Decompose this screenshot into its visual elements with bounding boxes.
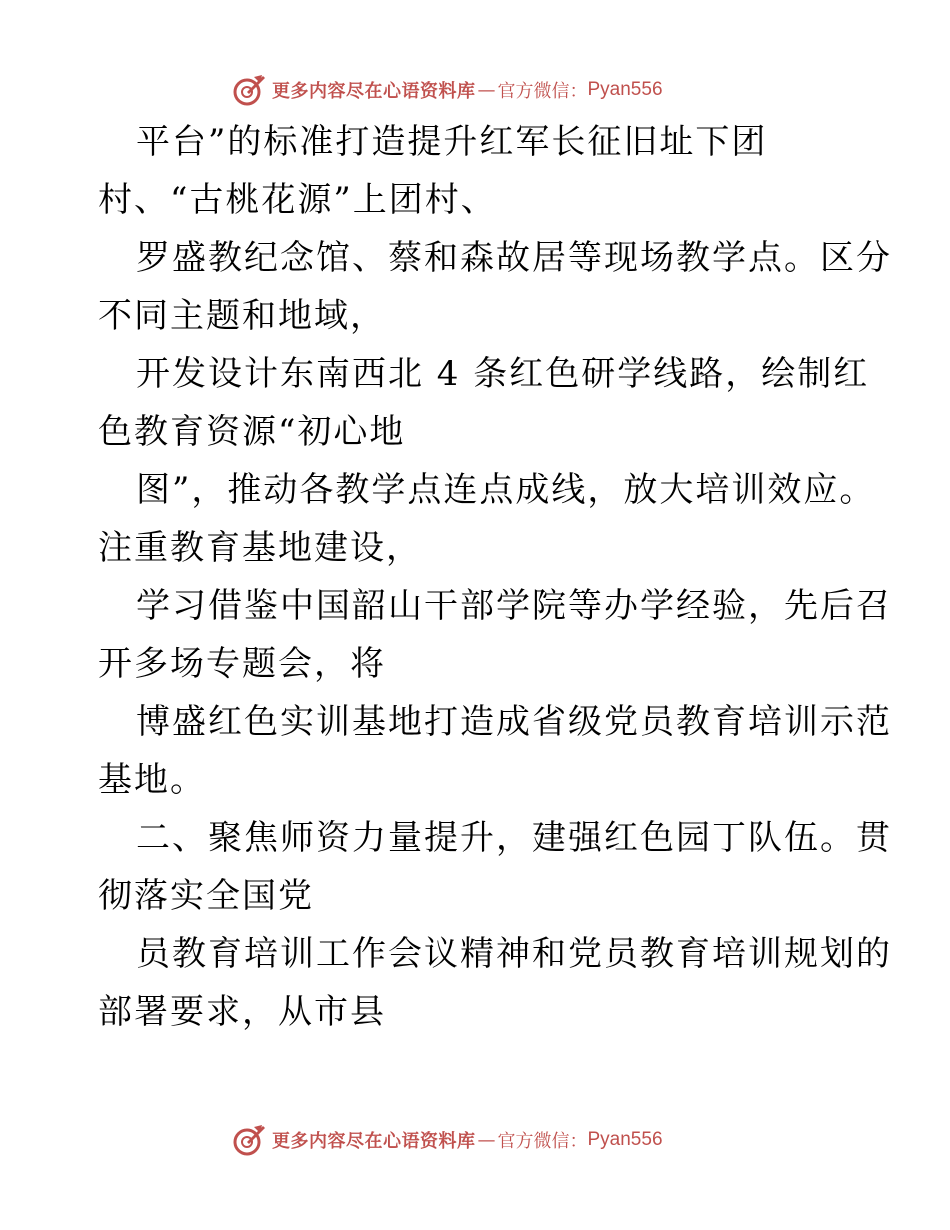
body-line: 开发设计东南西北 4 条红色研学线路，绘制红 — [136, 354, 870, 394]
body-line: 开多场专题会，将 — [98, 644, 386, 684]
banner-separator: — — [477, 79, 496, 101]
banner-wechat-id: Pyan556 — [587, 1129, 663, 1150]
body-line: 博盛红色实训基地打造成省级党员教育培训示范 — [136, 702, 892, 742]
banner-main-text: 更多内容尽在心语资料库 — [272, 81, 476, 102]
body-line: 图”，推动各教学点连点成线，放大培训效应。 — [136, 470, 876, 510]
body-line: 二、聚焦师资力量提升，建强红色园丁队伍。贯 — [136, 818, 892, 858]
banner-wechat-label: 官方微信： — [497, 1131, 588, 1152]
banner-main-text: 更多内容尽在心语资料库 — [272, 1131, 476, 1152]
header-banner — [232, 72, 663, 108]
body-line: 部署要求，从市县 — [98, 992, 386, 1032]
banner-wechat-label: 官方微信： — [497, 81, 588, 102]
body-line: 员教育培训工作会议精神和党员教育培训规划的 — [136, 934, 892, 974]
body-line: 平台”的标准打造提升红军长征旧址下团 — [136, 122, 768, 162]
banner-separator: — — [477, 1129, 496, 1151]
body-line: 村、“古桃花源”上团村、 — [98, 180, 497, 220]
body-line: 彻落实全国党 — [98, 876, 314, 916]
pen-logo-icon — [232, 1123, 266, 1157]
footer-banner — [232, 1122, 663, 1158]
body-line: 学习借鉴中国韶山干部学院等办学经验，先后召 — [136, 586, 892, 626]
body-line: 罗盛教纪念馆、蔡和森故居等现场教学点。区分 — [136, 238, 892, 278]
body-line: 色教育资源“初心地 — [98, 412, 406, 452]
body-line: 基地。 — [98, 760, 206, 800]
pen-logo-icon — [232, 73, 266, 107]
body-line: 不同主题和地域， — [98, 296, 386, 336]
banner-wechat-id: Pyan556 — [587, 79, 663, 100]
body-line: 注重教育基地建设， — [98, 528, 422, 568]
